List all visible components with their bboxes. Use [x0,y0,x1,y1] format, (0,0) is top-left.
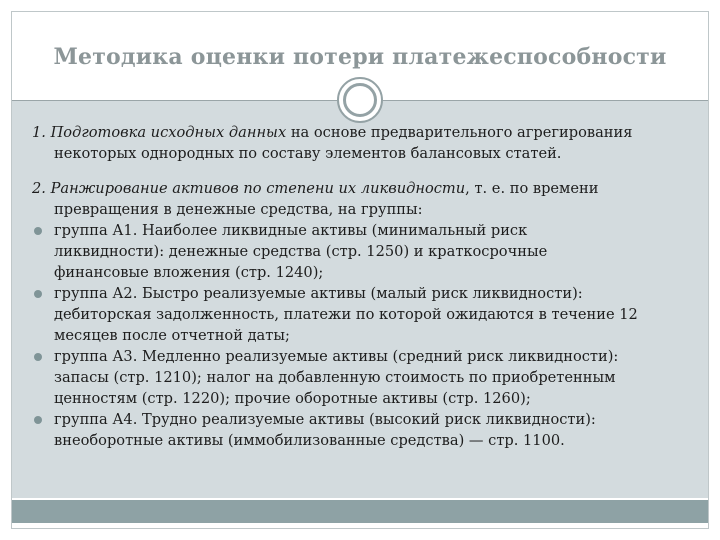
paragraph-2-rest: , т. е. по времени [465,180,599,197]
list-item-line: группа А1. Наиболее ликвидные активы (минимальный риск [54,222,528,239]
list-item [32,346,692,409]
list-item-line: ликвидности): денежные средства (стр. 1250) и краткосрочные [54,243,548,260]
decorative-circle-inner [343,83,377,117]
bullet-icon [34,227,42,235]
list-item [32,409,692,451]
list-item-line: группа А2. Быстро реализуемые активы (малый риск ликвидности): [54,285,583,302]
list-item [32,220,692,283]
bullet-icon [34,290,42,298]
group-list [32,220,692,451]
paragraph-2-lead: Ранжирование активов по степени их ликвидности [50,180,466,197]
list-item-line: ценностям (стр. 1220); прочие оборотные активы (стр. 1260); [54,390,531,407]
list-item-line: запасы (стр. 1210); налог на добавленную стоимость по приобретенным [54,369,616,386]
list-item-line: группа А3. Медленно реализуемые активы (средний риск ликвидности): [54,348,619,365]
paragraph-1 [32,122,692,143]
paragraph-2 [32,178,692,199]
list-item-line: финансовые вложения (стр. 1240); [54,264,324,281]
list-item-line: внеоборотные активы (иммобилизованные средства) — стр. 1100. [54,432,565,449]
list-item-line: месяцев после отчетной даты; [54,327,290,344]
paragraph-1-line2: некоторых однородных по составу элементов балансовых статей. [54,145,562,162]
bullet-icon [34,353,42,361]
paragraph-1-rest: на основе предварительного агрегирования [286,124,633,141]
paragraph-2-line2: превращения в денежные средства, на группы: [54,201,423,218]
paragraph-2-number: 2. [32,180,46,197]
list-item [32,283,692,346]
paragraph-1-number: 1. [32,124,46,141]
list-item-line: дебиторская задолженность, платежи по которой ожидаются в течение 12 [54,306,638,323]
paragraph-1-lead: Подготовка исходных данных [50,124,287,141]
slide-title: Методика оценки потери платежеспособности [53,44,667,70]
list-item-line: группа А4. Трудно реализуемые активы (высокий риск ликвидности): [54,411,596,428]
slide-body [32,122,692,451]
bullet-icon [34,416,42,424]
footer-bar [12,500,708,523]
decorative-circle-icon [337,77,383,123]
